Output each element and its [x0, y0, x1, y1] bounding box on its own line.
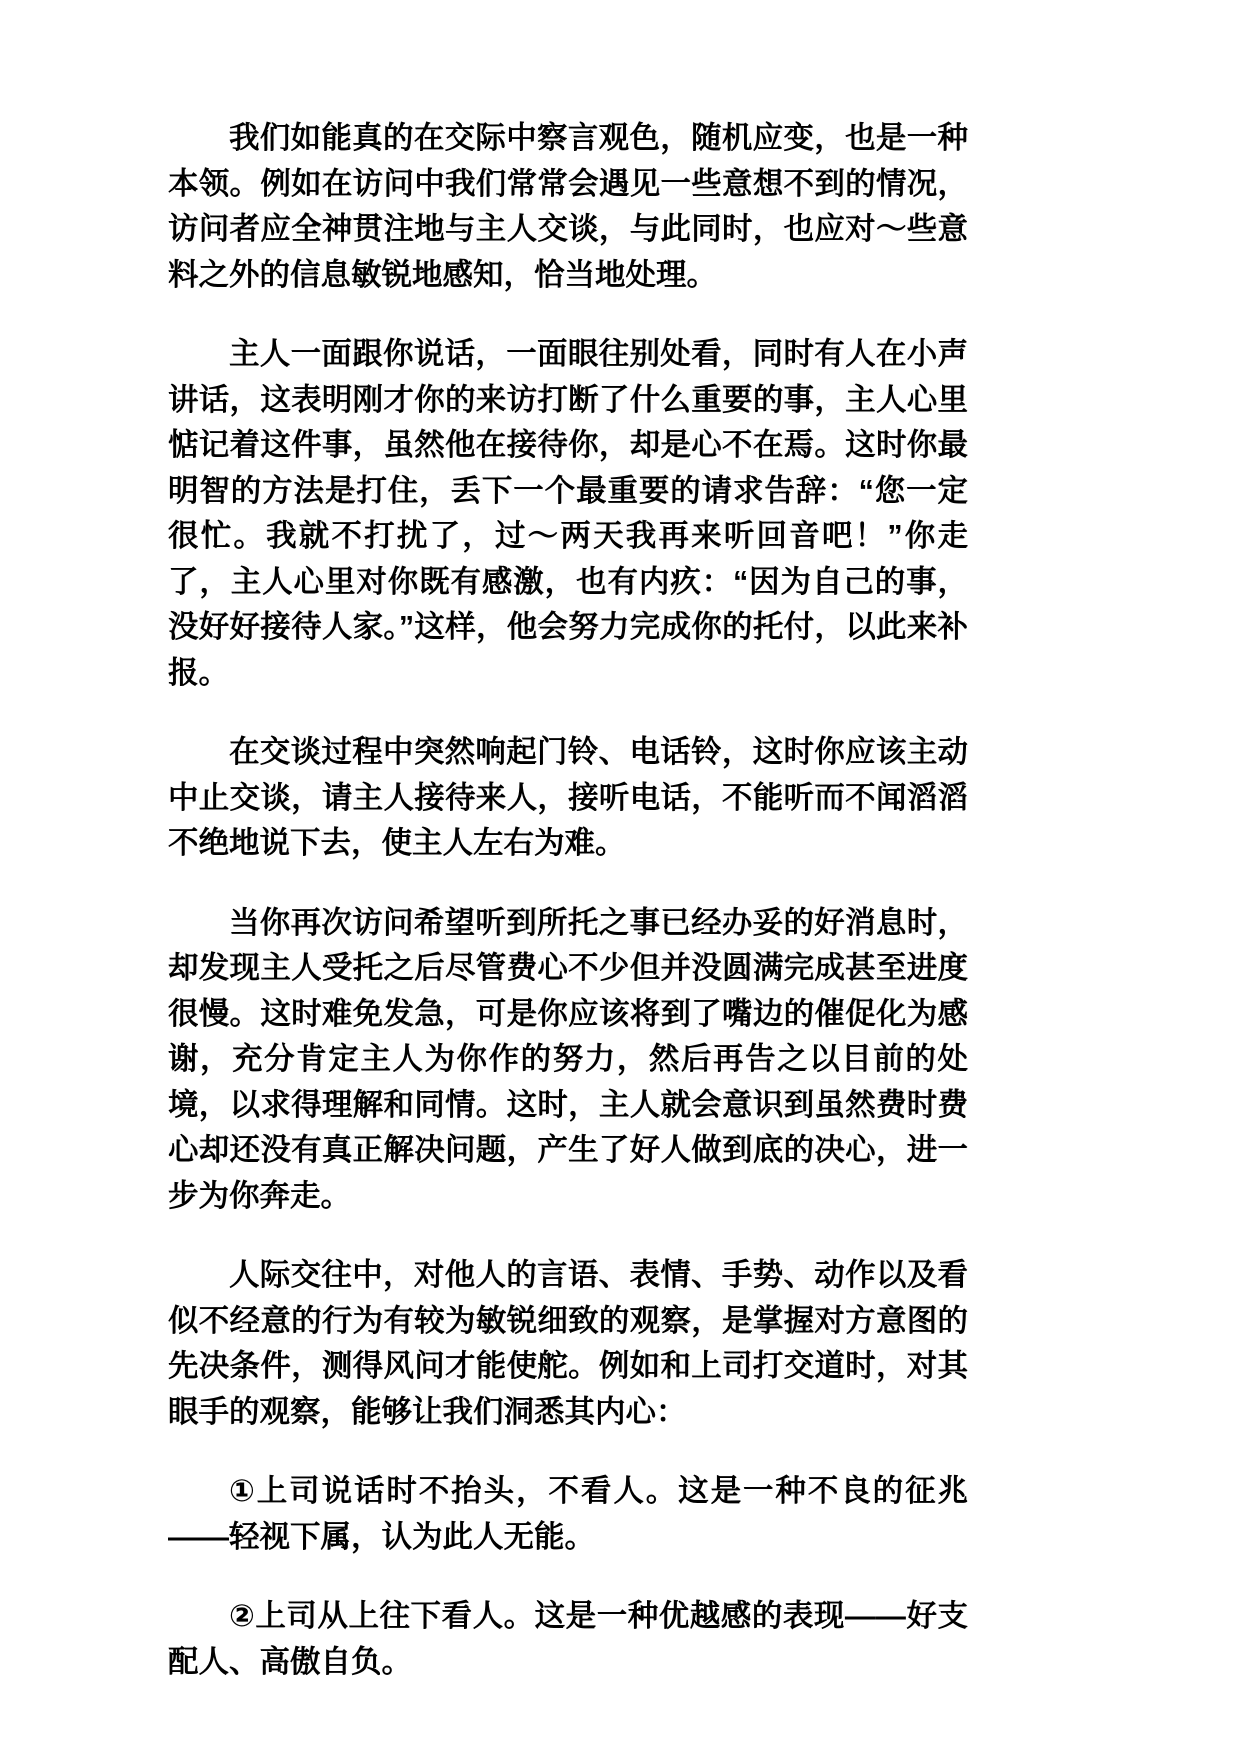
paragraph-2: 主人一面跟你说话，一面眼往别处看，同时有人在小声讲话，这表明刚才你的来访打断了什么重要的事，主人心里惦记着这件事，虽然他在接待你，却是心不在焉。这时你最明智的方法是打住，丢下一个最重要的请求告辞：“您一定很忙。我就不打扰了，过～两天我再来听回音吧！”你走了，主人心里对你既有感激，也有内疚：“因为自己的事，没好好接待人家。”这样，他会努力完成你的托付，以此来补报。 — [168, 337, 968, 690]
list-item-2: ②上司从上往下看人。这是一种优越感的表现——好支配人、高傲自负。 — [168, 1599, 968, 1679]
list-item-1: ①上司说话时不抬头，不看人。这是一种不良的征兆——轻视下属，认为此人无能。 — [168, 1474, 968, 1554]
paragraph-4: 当你再次访问希望听到所托之事已经办妥的好消息时，却发现主人受托之后尽管费心不少但并没圆满完成甚至进度很慢。这时难免发急，可是你应该将到了嘴边的催促化为感谢，充分肯定主人为你作的努力，然后再告之以目前的处境，以求得理解和同情。这时，主人就会意识到虽然费时费心却还没有真正解决问题，产生了好人做到底的决心，进一步为你奔走。 — [168, 905, 968, 1213]
paragraph-5: 人际交往中，对他人的言语、表情、手势、动作以及看似不经意的行为有较为敏锐细致的观察，是掌握对方意图的先决条件，测得风问才能使舵。例如和上司打交道时，对其眼手的观察，能够让我们洞悉其内心： — [168, 1258, 968, 1429]
document-body — [168, 116, 968, 1719]
paragraph-3: 在交谈过程中突然响起门铃、电话铃，这时你应该主动中止交谈，请主人接待来人，接听电话，不能听而不闻滔滔不绝地说下去，使主人左右为难。 — [168, 735, 968, 860]
paragraph-1: 我们如能真的在交际中察言观色，随机应变，也是一种本领。例如在访问中我们常常会遇见一些意想不到的情况，访问者应全神贯注地与主人交谈，与此同时，也应对～些意料之外的信息敏锐地感知，恰当地处理。 — [168, 121, 968, 292]
